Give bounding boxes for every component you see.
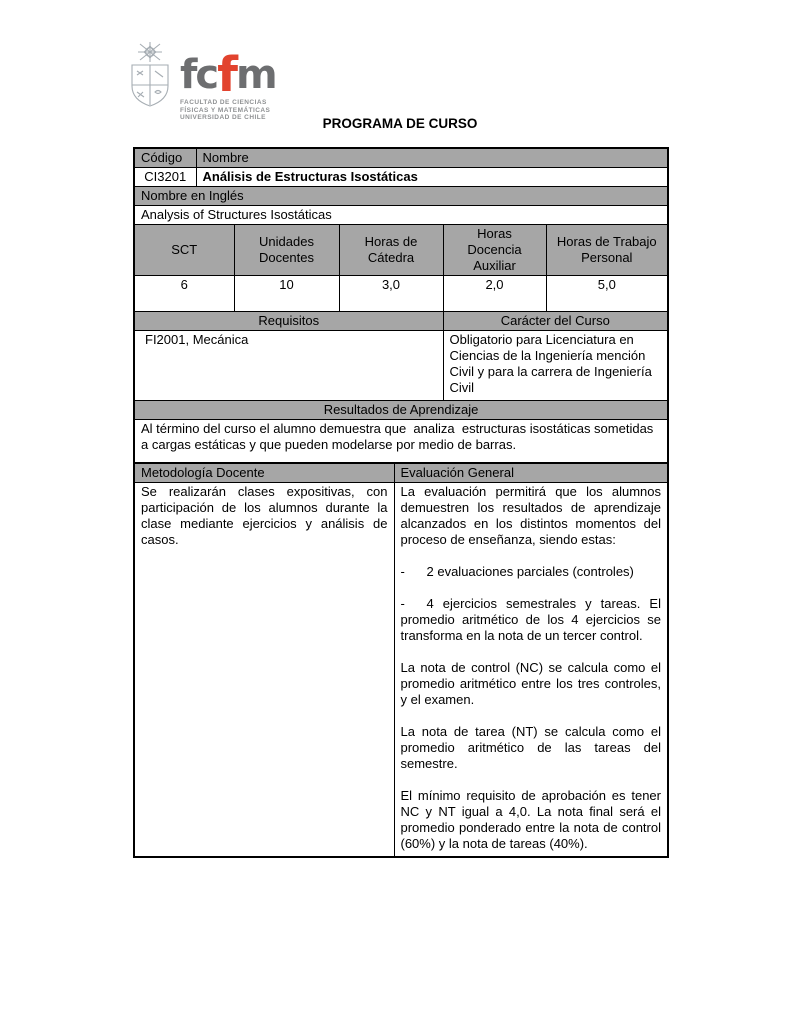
table-row-code-header xyxy=(134,148,668,168)
caracter-header-cell: Carácter del Curso xyxy=(443,312,668,331)
requisitos-header-cell: Requisitos xyxy=(134,312,443,331)
evaluacion-intro: La evaluación permitirá que los alumnos demuestren los resultados de aprendizaje alcanzados en los distintos momentos del proceso de enseñanza, siendo estas: xyxy=(400,484,661,547)
fcfm-wordmark-block xyxy=(180,40,276,122)
evaluacion-bullet-2 xyxy=(401,596,662,644)
uchile-crest-icon xyxy=(126,40,174,110)
wordmark-red-f: f xyxy=(217,47,237,103)
evaluacion-nota-control: La nota de control (NC) se calcula como el promedio aritmético entre los tres controles, y el examen. xyxy=(400,660,661,707)
faculty-line-2: FÍSICAS Y MATEMÁTICAS xyxy=(180,106,271,114)
unidades-docentes-header-cell: Unidades Docentes xyxy=(234,225,339,276)
table-row-resultados-header xyxy=(134,401,668,420)
evaluacion-bullet-2-text: 4 ejercicios semestrales y tareas. El promedio aritmético de los 4 ejercicios se transforma en la nota de un tercer control. xyxy=(400,596,661,643)
bullet-dash: - xyxy=(400,564,405,579)
horas-trabajo-header-cell: Horas de Trabajo Personal xyxy=(546,225,668,276)
wordmark-fc: fc xyxy=(180,52,218,98)
nombre-ingles-header-cell: Nombre en Inglés xyxy=(134,187,668,206)
metodologia-text-cell: Se realizarán clases expositivas, con participación de los alumnos durante la clase mediante ejercicios y análisis de casos. xyxy=(134,483,394,857)
evaluacion-bullet-1 xyxy=(401,564,662,580)
evaluacion-aprobacion: El mínimo requisito de aprobación es tener NC y NT igual a 4,0. La nota final será el promedio ponderado entre la nota de control (60%) y la nota de tareas (40%). xyxy=(400,788,661,851)
table-row-english-header xyxy=(134,187,668,206)
evaluacion-bullet-1-text: 2 evaluaciones parciales (controles) xyxy=(426,564,634,579)
course-info-table xyxy=(133,147,669,469)
nombre-value-cell: Análisis de Estructuras Isostáticas xyxy=(196,168,668,187)
faculty-line-1: FACULTAD DE CIENCIAS xyxy=(180,99,267,106)
metodologia-header-cell: Metodología Docente xyxy=(134,463,394,483)
table-row-method-body xyxy=(134,483,668,857)
horas-catedra-value-cell: 3,0 xyxy=(339,276,443,312)
table-row-requisitos-value xyxy=(134,331,668,401)
unidades-docentes-value-cell: 10 xyxy=(234,276,339,312)
codigo-header-cell: Código xyxy=(134,148,196,168)
table-row-english-value xyxy=(134,206,668,225)
horas-docencia-header-cell: Horas Docencia Auxiliar xyxy=(443,225,546,276)
fcfm-logo xyxy=(126,40,276,122)
resultados-header-cell: Resultados de Aprendizaje xyxy=(134,401,668,420)
page-title: PROGRAMA DE CURSO xyxy=(322,116,478,131)
horas-trabajo-value-cell: 5,0 xyxy=(546,276,668,312)
nombre-header-cell: Nombre xyxy=(196,148,668,168)
table-row-resultados-value xyxy=(134,420,668,468)
table-row-method-header xyxy=(134,463,668,483)
wordmark-m: m xyxy=(236,52,276,98)
faculty-line-3: UNIVERSIDAD DE CHILE xyxy=(180,114,266,121)
methodology-evaluation-table xyxy=(133,462,669,858)
sct-value-cell: 6 xyxy=(134,276,234,312)
nombre-ingles-value-cell: Analysis of Structures Isostáticas xyxy=(134,206,668,225)
table-row-hours-header xyxy=(134,225,668,276)
requisitos-value-cell: FI2001, Mecánica xyxy=(134,331,443,401)
evaluacion-text-cell xyxy=(394,483,668,857)
bullet-dash: - xyxy=(400,596,405,611)
sct-header-cell: SCT xyxy=(134,225,234,276)
resultados-value-cell: Al término del curso el alumno demuestra que analiza estructuras isostáticas sometidas a cargas estáticas y que pueden modelarse por medio de barras. xyxy=(134,420,668,468)
table-row-requisitos-header xyxy=(134,312,668,331)
table-row-code-value xyxy=(134,168,668,187)
evaluacion-nota-tarea: La nota de tarea (NT) se calcula como el promedio aritmético de las tareas del semestre. xyxy=(400,724,661,771)
caracter-value-cell: Obligatorio para Licenciatura en Ciencias de la Ingeniería mención Civil y para la carrera de Ingeniería Civil xyxy=(443,331,668,401)
table-row-hours-values xyxy=(134,276,668,312)
horas-docencia-value-cell: 2,0 xyxy=(443,276,546,312)
evaluacion-header-cell: Evaluación General xyxy=(394,463,668,483)
horas-catedra-header-cell: Horas de Cátedra xyxy=(339,225,443,276)
codigo-value-cell: CI3201 xyxy=(134,168,196,187)
